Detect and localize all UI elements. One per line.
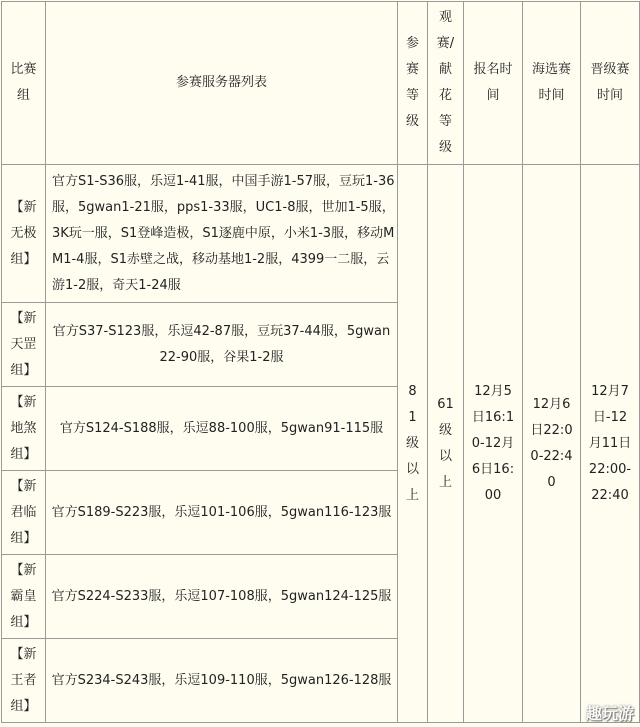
promotion-cell: 12月7日-12月11日22:00-22:40 — [581, 165, 640, 723]
watermark-logo: 趣玩游 — [586, 701, 634, 724]
watch-level-cell: 61级以上 — [428, 165, 464, 723]
group-cell: 【新无极组】 — [2, 165, 46, 303]
header-row — [2, 2, 640, 165]
header-promotion: 晋级赛时间 — [581, 2, 640, 165]
group-cell: 【新霸皇组】 — [2, 555, 46, 639]
table-row — [2, 165, 640, 303]
servers-cell: 官方S234-S243服，乐逗109-110服，5gwan126-128服 — [46, 639, 398, 723]
header-watch-level: 观赛/献花等级 — [428, 2, 464, 165]
schedule-table — [1, 1, 640, 723]
header-signup: 报名时间 — [464, 2, 523, 165]
group-cell: 【新君临组】 — [2, 471, 46, 555]
servers-cell: 官方S124-S188服，乐逗88-100服，5gwan91-115服 — [46, 387, 398, 471]
header-audition: 海选赛时间 — [523, 2, 581, 165]
header-level: 参赛等级 — [398, 2, 428, 165]
group-cell: 【新天罡组】 — [2, 303, 46, 387]
servers-cell: 官方S189-S223服，乐逗101-106服，5gwan116-123服 — [46, 471, 398, 555]
group-cell: 【新地煞组】 — [2, 387, 46, 471]
servers-cell: 官方S224-S233服，乐逗107-108服，5gwan124-125服 — [46, 555, 398, 639]
servers-cell: 官方S37-S123服，乐逗42-87服，豆玩37-44服，5gwan22-90服，谷果1-2服 — [46, 303, 398, 387]
level-cell: 81级以上 — [398, 165, 428, 723]
signup-cell: 12月5日16:10-12月6日16:00 — [464, 165, 523, 723]
header-servers: 参赛服务器列表 — [46, 2, 398, 165]
audition-cell: 12月6日22:00-22:40 — [523, 165, 581, 723]
header-group: 比赛组 — [2, 2, 46, 165]
servers-cell: 官方S1-S36服，乐逗1-41服，中国手游1-57服，豆玩1-36服，5gwan1-21服，pps1-33服，UC1-8服，世加1-5服，3K玩一服，S1登峰造极，S1逐鹿中原，小米1-3服，移动MM1-4服，S1赤壁之战，移动基地1-2服，4399一二服，云游1-2服，奇天1-24服 — [46, 165, 398, 303]
group-cell: 【新王者组】 — [2, 639, 46, 723]
